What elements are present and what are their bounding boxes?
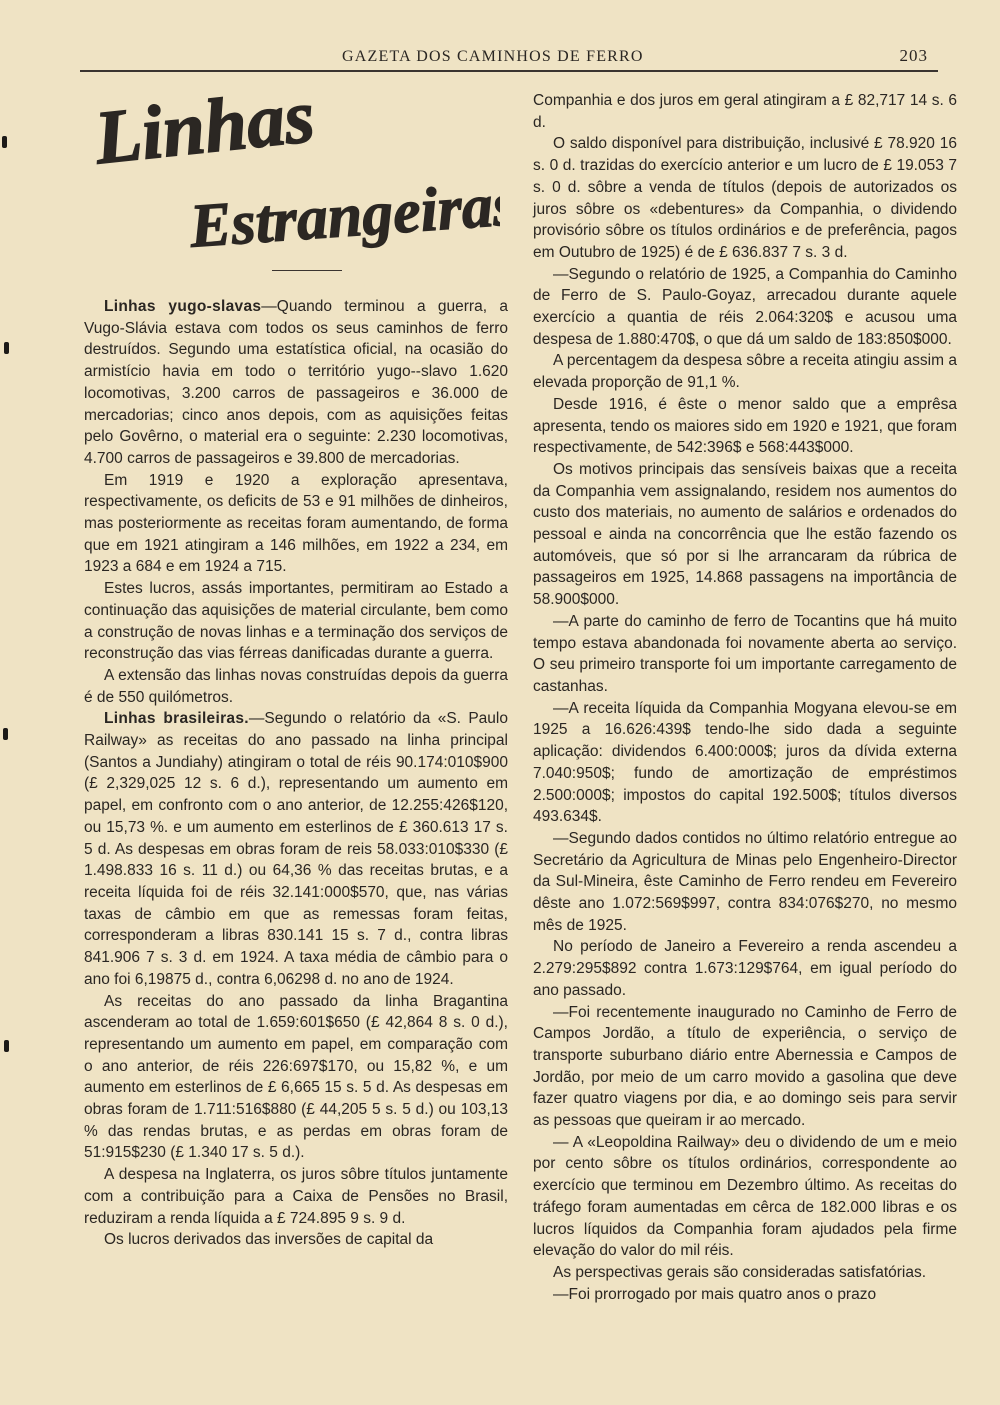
right-column xyxy=(533,90,957,1305)
paragraph: —A receita líquida da Companhia Mogyana elevou-se em 1925 a 16.626:439$ tendo-lhe sido dada a seguinte aplicação: dividendos 6.400:000$; juros da dívida externa 7.040:950$; fundo de amortização de empréstimos 2.500:000$; impostos do capital 192.500$; títulos diversos 493.634$. xyxy=(533,699,957,826)
title-divider xyxy=(272,270,342,271)
paragraph: A extensão das linhas novas construídas depois da guerra é de 550 quilómetros. xyxy=(84,666,508,706)
binding-mark xyxy=(2,136,7,148)
binding-mark xyxy=(4,1040,9,1052)
paragraph: Em 1919 e 1920 a exploração apresentava, respectivamente, os deficits de 53 e 91 milhões de dinheiros, mas posteriormente as receitas foram aumentando, de forma que em 1921 atingiram a 146 milhões, em 1922 a 234, em 1923 a 684 e em 1924 a 715. xyxy=(84,471,508,576)
paragraph: Os lucros derivados das inversões de capital da xyxy=(104,1231,434,1249)
binding-mark xyxy=(3,728,8,740)
binding-mark xyxy=(4,342,9,354)
paragraph: —Foi prorrogado por mais quatro anos o prazo xyxy=(553,1285,877,1303)
paragraph: Estes lucros, assás importantes, permitiram ao Estado a continuação das aquisições de material circulante, bem como a construção de novas linhas e a terminação dos serviços de reconstrução das vias férreas danificadas durante a guerra. xyxy=(84,580,508,663)
paragraph xyxy=(84,296,508,470)
paragraph-text: —Quando terminou a guerra, a Vugo-Slávia estava com todos os seus caminhos de ferro destruídos. Segundo uma estatística oficial, na ocasião do armistício havia em todo o território yugo--slavo 1.620 locomotivas, 3.200 carros de passageiros e 36.000 de mercadorias; cinco anos depois, com as aquisições feitas pelo Govêrno, o material era o seguinte: 2.230 locomotivas, 4.700 carros de passageiros e 39.800 de mercadorias. xyxy=(84,298,508,467)
paragraph: As perspectivas gerais são consideradas satisfatórias. xyxy=(553,1263,927,1281)
running-header xyxy=(80,44,938,72)
paragraph: O saldo disponível para distribuição, inclusivé £ 78.920 16 s. 0 d. trazidas do exercício anterior e um lucro de £ 19.053 7 s. 0 d. sôbre a venda de títulos (depois de autorizados os juros sôbre os «debentures» da Companhia, o dividendo provisório sôbre os títulos ordinários e de preferência, pagos em Outubro de 1925) é de £ 636.837 7 s. 3 d. xyxy=(533,135,957,261)
paragraph: Desde 1916, é êste o menor saldo que a emprêsa apresenta, tendo os maiores sido em 1920 e 1921, que foram respectivamente, de 542:396$ e 568:443$000. xyxy=(533,395,957,457)
paragraph: —Foi recentemente inaugurado no Caminho de Ferro de Campos Jordão, a título de experiência, o serviço de transporte suburbano diário entre Abernessia e Campos de Jordão, por meio de um carro movido a gasolina que deve fazer quatro viagens por dia, e ao domingo seis para servir as pessoas que queiram ir ao mercado. xyxy=(533,1003,957,1130)
section-title xyxy=(90,82,500,267)
paragraph-text: —Segundo o relatório da «S. Paulo Railway» as receitas do ano passado na linha principal (Santos a Jundiahy) atingiram o total de réis 90.174:010$900 (£ 2,329,025 12 s. 6 d.), representando um aumento em papel, em confronto com o ano anterior, de 12.255:426$120, ou 15,73 %. e um aumento em esterlinos de £ 360.613 17 s. 5 d. As despesas em obras foram de reis 58.033:010$330 (£ 1.498.833 16 s. 11 d.) ou 64,36 % das receitas brutas, e a receita líquida foi de réis 32.141:000$570, que, nas várias taxas de câmbio em que as remessas foram feitas, corresponderam a libras 830.141 15 s. 7 d., contra libras 841.906 7 s. 3 d. em 1924. A taxa média de câmbio para o ano foi 6,19875 d., contra 6,06298 d. no ano de 1924. xyxy=(84,710,508,988)
left-column xyxy=(84,296,508,1251)
paragraph: A percentagem da despesa sôbre a receita atingiu assim a elevada proporção de 91,1 %. xyxy=(533,352,957,392)
paragraph: Companhia e dos juros em geral atingiram a £ 82,717 14 s. 6 d. xyxy=(533,92,957,131)
section-lead-yugoslavia: Linhas yugo-slavas xyxy=(104,298,262,315)
paragraph: No período de Janeiro a Fevereiro a renda ascendeu a 2.279:295$892 contra 1.673:129$764, em igual período do ano passado. xyxy=(533,938,957,999)
journal-title: GAZETA DOS CAMINHOS DE FERRO xyxy=(342,48,644,65)
page-number: 203 xyxy=(899,46,928,65)
paragraph: As receitas do ano passado da linha Bragantina ascenderam ao total de 1.659:601$650 (£ 42,864 8 s. 0 d.), representando um aumento em papel, em comparação com o ano anterior, de réis 226:697$170, ou 15,82 %, e um aumento em esterlinos de £ 6,665 15 s. 5 d. As despesas em obras foram de 1.711:516$880 (£ 44,205 5 s. 5 d.) ou 103,13 % das rendas brutas, e as perdas em obras foram de 51:915$230 (£ 1.340 17 s. 5 d.). xyxy=(84,992,508,1162)
section-title-line2: Estrangeiras xyxy=(187,170,500,261)
paragraph: —Segundo o relatório de 1925, a Companhia do Caminho de Ferro de S. Paulo-Goyaz, arrecadou durante aquele exercício a quantia de réis 2.064:320$ e acusou uma despesa de 1.880:470$, o que dá um saldo de 183:850$000. xyxy=(533,265,957,348)
paragraph: — A «Leopoldina Railway» deu o dividendo de um e meio por cento sôbre os títulos ordinários, correspondente ao exercício que terminou em Dezembro último. As receitas do tráfego foram aumentadas em cêrca de 182.000 libras e os lucros líquidos da Companhia foram ajudados pela firme elevação do valor do mil réis. xyxy=(533,1133,957,1260)
paragraph xyxy=(84,708,508,990)
section-title-line1: Linhas xyxy=(90,82,319,181)
paragraph: —Segundo dados contidos no último relatório entregue ao Secretário da Agricultura de Minas pelo Engenheiro-Director da Sul-Mineira, êste Caminho de Ferro rendeu em Fevereiro dêste ano 1.072:569$997, contra 834:076$270, no mesmo mês de 1925. xyxy=(533,829,957,934)
section-title-lettering xyxy=(90,82,500,267)
paragraph: Os motivos principais das sensíveis baixas que a receita da Companhia vem assignalando, residem nos aumentos do custo dos materiais, no aumento de salários e ordenados do pessoal e ainda na concorrência que lhe estão fazendo os automóveis, que só por si lhe arrancaram da rúbrica de passageiros em 1925, 14.868 passagens na importância de 58.900$000. xyxy=(533,460,957,609)
paragraph: —A parte do caminho de ferro de Tocantins que há muito tempo estava abandonada foi novamente aberta ao serviço. O seu primeiro transporte foi um importante carregamento de castanhas. xyxy=(533,612,957,695)
paragraph: A despesa na Inglaterra, os juros sôbre títulos juntamente com a contribuição para a Caixa de Pensões no Brasil, reduziram a renda líquida a £ 724.895 9 s. 9 d. xyxy=(84,1166,508,1227)
section-lead-brazil: Linhas brasileiras. xyxy=(104,710,249,728)
